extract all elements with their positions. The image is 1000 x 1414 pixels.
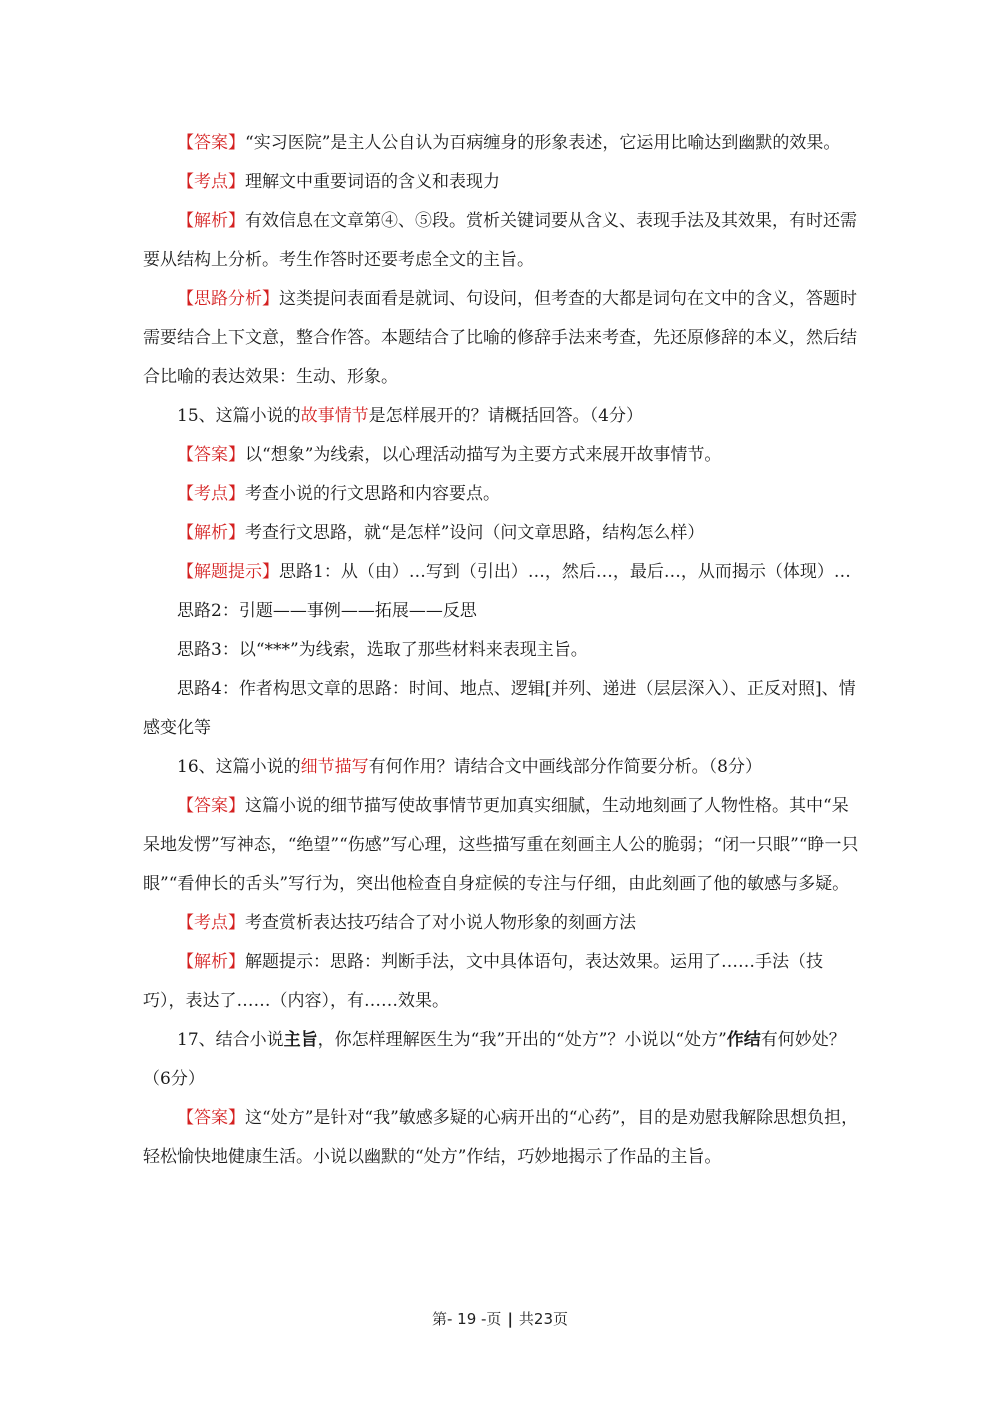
hint-block-15	[143, 553, 860, 592]
question-15-highlight: 故事情节	[300, 406, 369, 426]
answer-text: “实习医院”是主人公自认为百病缠身的形象表述，它运用比喻达到幽默的效果。	[245, 133, 841, 153]
answer-tag: 【答案】	[177, 445, 245, 465]
point-block-1	[143, 163, 860, 202]
approach-block-1	[143, 280, 860, 397]
question-15-suffix: 是怎样展开的？请概括回答。（4分）	[368, 406, 643, 426]
question-15	[143, 397, 860, 436]
analysis-text: 有效信息在文章第④、⑤段。赏析关键词要从含义、表现手法及其效果，有时还需要从结构上分析。考生作答时还要考虑全文的主旨。	[143, 211, 857, 270]
hint-text: 思路1：从（由）…写到（引出）…，然后…，最后…，从而揭示（体现）…	[279, 562, 851, 582]
question-17-part3: 有何妙处？（6分）	[143, 1030, 846, 1089]
question-17-part2: ，你怎样理解医生为“我”开出的“处方”？小说以“处方”	[317, 1030, 727, 1050]
analysis-block-1	[143, 202, 860, 280]
question-17-bold2: 作结	[726, 1030, 761, 1050]
analysis-text: 考查行文思路，就“是怎样”设问（问文章思路，结构怎么样）	[245, 523, 705, 543]
point-block-16	[143, 904, 860, 943]
question-16-prefix: 16、这篇小说的	[177, 757, 301, 777]
point-tag: 【考点】	[177, 484, 245, 504]
answer-text: 这篇小说的细节描写使故事情节更加真实细腻，生动地刻画了人物性格。其中“呆呆地发愣”写神态，“绝望”“伤感”写心理，这些描写重在刻画主人公的脆弱；“闭一只眼”“睁一只眼”“看伸长的舌头”写行为，突出他检查自身症候的专注与仔细，由此刻画了他的敏感与多疑。	[143, 796, 859, 894]
approach-text: 这类提问表面看是就词、句设问，但考查的大都是词句在文中的含义，答题时需要结合上下文意，整合作答。本题结合了比喻的修辞手法来考查，先还原修辞的本义，然后结合比喻的表达效果：生动、形象。	[143, 289, 857, 387]
question-17-bold1: 主旨	[283, 1030, 318, 1050]
question-17	[143, 1021, 860, 1099]
answer-text: 这“处方”是针对“我”敏感多疑的心病开出的“心药”，目的是劝慰我解除思想负担，轻松愉快地健康生活。小说以幽默的“处方”作结，巧妙地揭示了作品的主旨。	[143, 1108, 859, 1167]
point-block-15	[143, 475, 860, 514]
answer-tag: 【答案】	[177, 1108, 245, 1128]
question-16-suffix: 有何作用？请结合文中画线部分作简要分析。（8分）	[368, 757, 762, 777]
page-number: 第- 19 -页	[431, 1310, 502, 1328]
point-text: 考查小说的行文思路和内容要点。	[245, 484, 500, 504]
question-16-highlight: 细节描写	[300, 757, 369, 777]
answer-block-1	[143, 124, 860, 163]
question-16	[143, 748, 860, 787]
hint-tag: 【解题提示】	[177, 562, 279, 582]
analysis-text: 解题提示：思路：判断手法，文中具体语句，表达效果。运用了……手法（技巧），表达了……（内容），有……效果。	[143, 952, 823, 1011]
approach-tag: 【思路分析】	[177, 289, 279, 309]
question-17-part1: 17、结合小说	[177, 1030, 284, 1050]
question-15-prefix: 15、这篇小说的	[177, 406, 301, 426]
page-content	[143, 124, 860, 1177]
idea-2: 思路2：引题——事例——拓展——反思	[177, 601, 477, 621]
analysis-block-16	[143, 943, 860, 1021]
answer-block-15	[143, 436, 860, 475]
footer-separator: |	[507, 1310, 513, 1328]
answer-block-16	[143, 787, 860, 904]
answer-tag: 【答案】	[177, 133, 245, 153]
idea-4: 思路4：作者构思文章的思路：时间、地点、逻辑[并列、递进（层层深入）、正反对照]、情感变化等	[143, 679, 856, 738]
analysis-tag: 【解析】	[177, 523, 245, 543]
page-total: 共23页	[518, 1310, 569, 1328]
answer-block-17	[143, 1099, 860, 1177]
idea-3: 思路3：以“***”为线索，选取了那些材料来表现主旨。	[177, 640, 588, 660]
analysis-tag: 【解析】	[177, 211, 245, 231]
analysis-block-15	[143, 514, 860, 553]
point-text: 理解文中重要词语的含义和表现力	[245, 172, 500, 192]
answer-text: 以“想象”为线索，以心理活动描写为主要方式来展开故事情节。	[245, 445, 722, 465]
point-text: 考查赏析表达技巧结合了对小说人物形象的刻画方法	[245, 913, 636, 933]
point-tag: 【考点】	[177, 913, 245, 933]
point-tag: 【考点】	[177, 172, 245, 192]
answer-tag: 【答案】	[177, 796, 245, 816]
page-footer	[0, 1308, 1000, 1329]
analysis-tag: 【解析】	[177, 952, 245, 972]
